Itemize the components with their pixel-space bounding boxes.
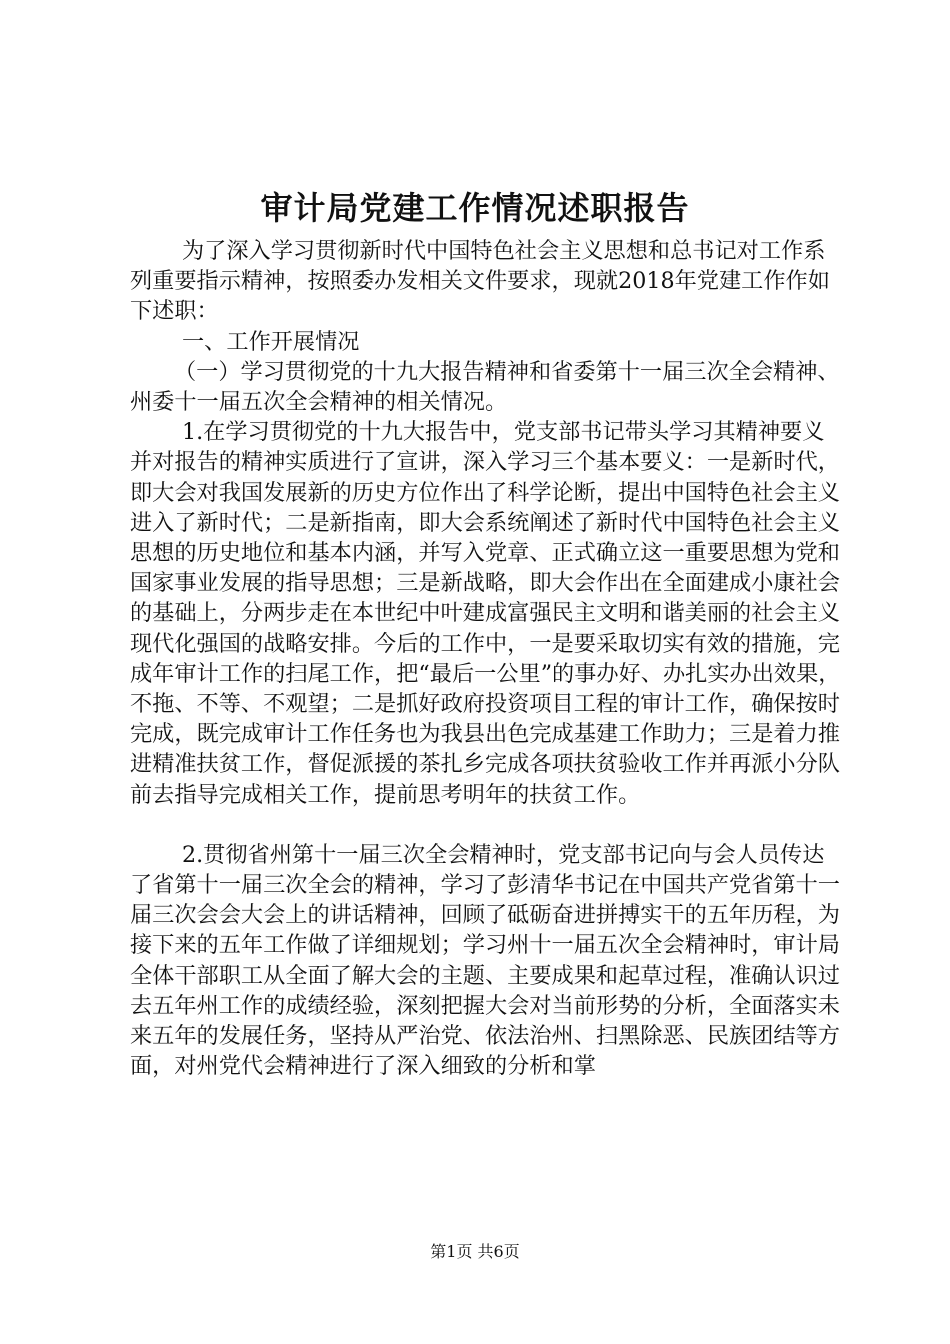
page-number: 第1页 共6页 xyxy=(430,1242,520,1261)
section-heading: 一、工作开展情况 xyxy=(182,328,360,355)
document-body xyxy=(130,236,845,1081)
body-paragraph-1: 1.在学习贯彻党的十九大报告中，党支部书记带头学习其精神要义并对报告的精神实质进行了宣讲，深入学习三个基本要义：一是新时代，即大会对我国发展新的历史方位作出了科学论断，提出中国特色社会主义进入了新时代；二是新指南，即大会系统阐述了新时代中国特色社会主义思想的历史地位和基本内涵，并写入党章、正式确立这一重要思想为党和国家事业发展的指导思想；三是新战略，即大会作出在全面建成小康社会的基础上，分两步走在本世纪中叶建成富强民主文明和谐美丽的社会主义现代化强国的战略安排。今后的工作中，一是要采取切实有效的措施，完成年审计工作的扫尾工作，把“最后一公里”的事办好、办扎实办出效果，不拖、不等、不观望；二是抓好政府投资项目工程的审计工作，确保按时完成，既完成审计工作任务也为我县出色完成基建工作助力；三是着力推进精准扶贫工作，督促派援的茶扎乡完成各项扶贫验收工作并再派小分队前去指导完成相关工作，提前思考明年的扶贫工作。 xyxy=(130,419,841,808)
body-paragraph-2: 2.贯彻省州第十一届三次全会精神时，党支部书记向与会人员传达了省第十一届三次全会的精神，学习了彭清华书记在中国共产党省第十一届三次会会大会上的讲话精神，回顾了砥砺奋进拼搏实干的五年历程，为接下来的五年工作做了详细规划；学习州十一届五次全会精神时，审计局全体干部职工从全面了解大会的主题、主要成果和起草过程，准确认识过去五年州工作的成绩经验，深刻把握大会对当前形势的分析，全面落实未来五年的发展任务，坚持从严治党、依法治州、扫黑除恶、民族团结等方面，对州党代会精神进行了深入细致的分析和掌 xyxy=(130,841,840,1080)
intro-paragraph: 为了深入学习贯彻新时代中国特色社会主义思想和总书记对工作系列重要指示精神，按照委办发相关文件要求，现就2018年党建工作作如下述职： xyxy=(130,238,830,325)
document-title: 审计局党建工作情况述职报告 xyxy=(260,189,690,227)
subsection-heading: （一）学习贯彻党的十九大报告精神和省委第十一届三次全会精神、州委十一届五次全会精神的相关情况。 xyxy=(130,358,840,416)
